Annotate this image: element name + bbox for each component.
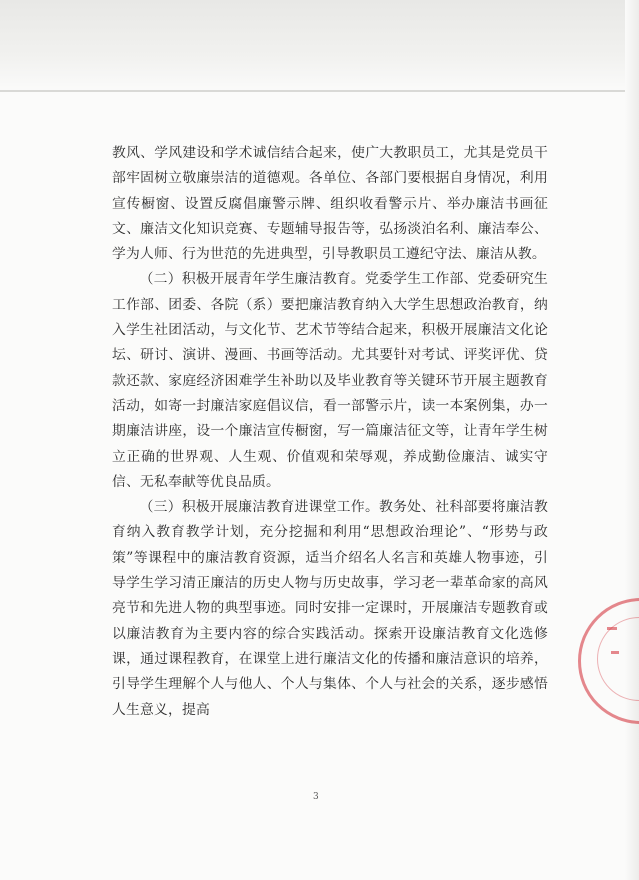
red-seal-inner-ring bbox=[597, 617, 639, 701]
red-seal-mark bbox=[607, 627, 617, 630]
scan-right-edge bbox=[625, 0, 639, 880]
scan-fold-line bbox=[0, 90, 639, 92]
red-seal-stamp bbox=[578, 598, 639, 724]
page-number: 3 bbox=[313, 792, 319, 802]
scan-top-shadow bbox=[0, 0, 639, 92]
red-seal-mark bbox=[611, 651, 619, 654]
paragraph-youth-education: （二）积极开展青年学生廉洁教育。党委学生工作部、党委研究生工作部、团委、各院（系）要把廉洁教育纳入大学生思想政治教育，纳入学生社团活动，与文化节、艺术节等结合起来，积极开展廉洁文化论坛、研讨、演讲、漫画、书画等活动。尤其要针对考试、评奖评优、贷款还款、家庭经济困难学生补助以及毕业教育等关键环节开展主题教育活动，如寄一封廉洁家庭倡议信，看一部警示片，读一本案例集，办一期廉洁讲座，设一个廉洁宣传橱窗，写一篇廉洁征文等，让青年学生树立正确的世界观、人生观、价值观和荣辱观，养成勤俭廉洁、诚实守信、无私奉献等优良品质。 bbox=[112, 271, 548, 490]
paragraph-continuation: 教风、学风建设和学术诚信结合起来，使广大教职员工，尤其是党员干部牢固树立敬廉崇洁的道德观。各单位、各部门要根据自身情况，利用宣传橱窗、设置反腐倡廉警示牌、组织收看警示片、举办廉洁书画征文、廉洁文化知识竞赛、专题辅导报告等，弘扬淡泊名利、廉洁奉公、学为人师、行为世范的先进典型，引导教职员工遵纪守法、廉洁从教。 bbox=[112, 145, 548, 263]
document-body bbox=[112, 141, 548, 723]
paragraph-classroom-education: （三）积极开展廉洁教育进课堂工作。教务处、社科部要将廉洁教育纳入教育教学计划，充分挖掘和利用“思想政治理论”、“形势与政策”等课程中的廉洁教育资源，适当介绍名人名言和英雄人物事迹，引导学生学习清正廉洁的历史人物与历史故事，学习老一辈革命家的高风亮节和先进人物的典型事迹。同时安排一定课时，开展廉洁专题教育或以廉洁教育为主要内容的综合实践活动。探索开设廉洁教育文化选修课，通过课程教育，在课堂上进行廉洁文化的传播和廉洁意识的培养，引导学生理解个人与他人、个人与集体、个人与社会的关系，逐步感悟人生意义，提高 bbox=[112, 499, 548, 718]
